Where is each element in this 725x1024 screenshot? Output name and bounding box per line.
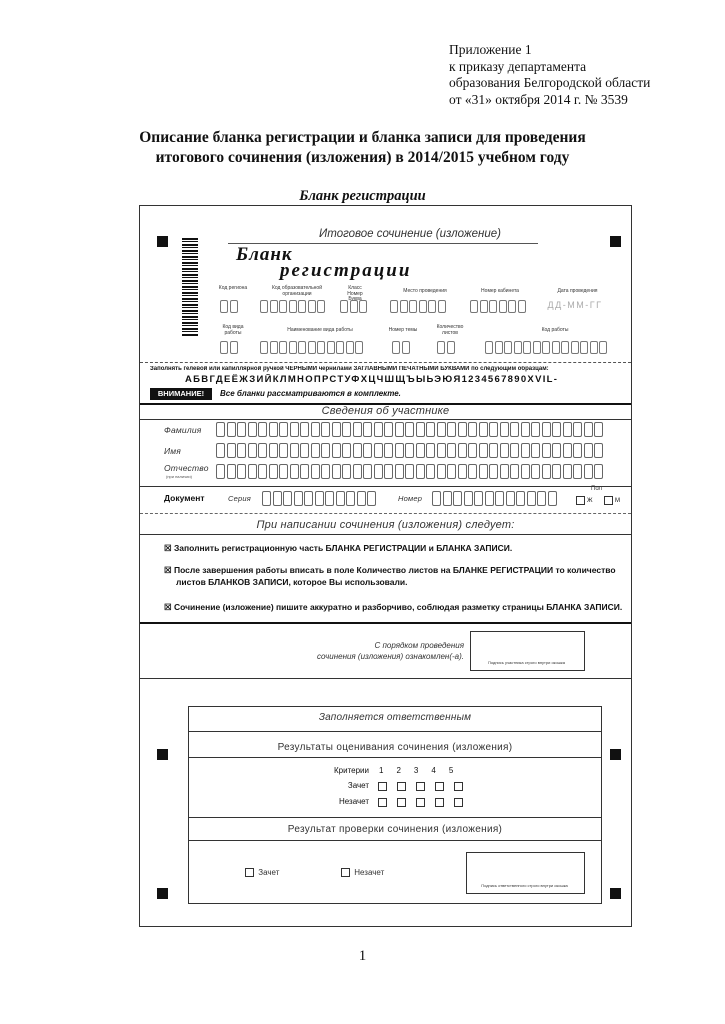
fail-checkbox-2[interactable] bbox=[397, 798, 406, 807]
work-type-cells[interactable] bbox=[220, 341, 238, 354]
participant-header: Сведения об участнике bbox=[321, 405, 450, 417]
work-name-cells[interactable] bbox=[260, 341, 363, 354]
topic-cells[interactable] bbox=[392, 341, 410, 354]
dashed-separator-2 bbox=[140, 513, 631, 514]
number-cells[interactable] bbox=[432, 491, 557, 506]
attention-badge: ВНИМАНИЕ! bbox=[150, 388, 212, 400]
label-patronymic-note: (при наличии) bbox=[166, 474, 192, 479]
fail-checkbox-3[interactable] bbox=[416, 798, 425, 807]
appendix-line3: образования Белгородской области bbox=[449, 75, 651, 90]
corner-marker-mr bbox=[610, 749, 621, 760]
rules-header: При написании сочинения (изложения) следует: bbox=[256, 519, 515, 531]
label-room: Номер кабинета bbox=[481, 288, 519, 294]
label-work-code: Код работы bbox=[541, 327, 569, 333]
check-header: Результат проверки сочинения (изложения) bbox=[287, 824, 503, 835]
corner-marker-ml bbox=[157, 749, 168, 760]
label-date: Дата проведения bbox=[557, 288, 598, 294]
pass-checkboxes[interactable] bbox=[378, 782, 463, 791]
label-org: Код образовательной организации bbox=[271, 285, 323, 297]
appendix-line2: к приказу департамента bbox=[449, 58, 587, 74]
rule-2a-text: После завершения работы вписать в поле Количество листов на БЛАНКЕ РЕГИСТРАЦИИ то количество bbox=[173, 565, 616, 575]
date-field[interactable]: ДД-ММ-ГГ bbox=[547, 300, 603, 310]
label-number: Номер bbox=[398, 494, 423, 503]
fail-checkbox-5[interactable] bbox=[454, 798, 463, 807]
label-class: Класс Номер Буква bbox=[347, 285, 363, 302]
result-pass-checkbox[interactable] bbox=[245, 868, 254, 877]
pass-checkbox-4[interactable] bbox=[435, 782, 444, 791]
form-subtitle: Бланк регистрации bbox=[299, 188, 426, 204]
patronymic-cells[interactable] bbox=[216, 464, 603, 479]
corner-marker-br bbox=[610, 888, 621, 899]
pass-label: Зачет bbox=[347, 781, 369, 790]
criterion-2: 2 bbox=[396, 766, 401, 775]
blank-word1: Бланк bbox=[236, 244, 293, 265]
gender-m-checkbox[interactable] bbox=[604, 496, 613, 505]
gender-f-checkbox[interactable] bbox=[576, 496, 585, 505]
sheets-cells[interactable] bbox=[437, 341, 455, 354]
work-code-cells[interactable] bbox=[485, 341, 607, 354]
responsible-line-3 bbox=[189, 817, 601, 818]
label-gender: Пол bbox=[591, 486, 603, 492]
document-title bbox=[60, 128, 665, 168]
results-header: Результаты оценивания сочинения (изложения) bbox=[277, 742, 513, 753]
form-header: Итоговое сочинение (изложение) bbox=[319, 228, 501, 240]
label-patronymic: Отчество bbox=[164, 463, 209, 473]
title-line2: итогового сочинения (изложения) в 2014/2015 учебном году bbox=[155, 149, 570, 166]
result-fail-option[interactable] bbox=[341, 868, 384, 877]
gender-f-label: Ж bbox=[587, 498, 593, 505]
rule-1-check-icon: ☒ bbox=[164, 543, 174, 553]
name-cells[interactable] bbox=[216, 443, 603, 458]
class-cells[interactable] bbox=[340, 300, 367, 313]
label-document: Документ bbox=[164, 493, 205, 503]
rule-2b: листов БЛАНКОВ ЗАПИСИ, которое Вы использовали. bbox=[176, 577, 408, 587]
corner-marker-tl bbox=[157, 236, 168, 247]
fail-label: Незачет bbox=[338, 797, 369, 806]
result-fail-label: Незачет bbox=[354, 868, 385, 877]
ack-line2: сочинения (изложения) ознакомлен(-а). bbox=[317, 652, 464, 661]
responsible-header: Заполняется ответственным bbox=[318, 712, 472, 723]
fail-checkbox-1[interactable] bbox=[378, 798, 387, 807]
gender-f-option[interactable] bbox=[576, 496, 593, 505]
rule-3-text: Сочинение (изложение) пишите аккуратно и разборчиво, соблюдая разметку страницы БЛАНКА ЗАПИСИ. bbox=[173, 602, 623, 612]
corner-marker-tr bbox=[610, 236, 621, 247]
criterion-3: 3 bbox=[413, 766, 419, 775]
registration-form bbox=[139, 205, 632, 927]
rule-2a bbox=[164, 565, 616, 576]
rule-3 bbox=[164, 602, 622, 613]
participant-signature-box[interactable] bbox=[470, 631, 585, 671]
label-region: Код региона bbox=[218, 285, 248, 291]
gender-m-label: М bbox=[615, 498, 620, 505]
fail-checkboxes[interactable] bbox=[378, 798, 463, 807]
document-separator bbox=[140, 486, 631, 487]
responsible-line-4 bbox=[189, 840, 601, 841]
criteria-numbers bbox=[379, 766, 453, 775]
responsible-sign-caption: Подпись ответственного строго внутри окошка bbox=[481, 883, 568, 888]
participant-header-line bbox=[140, 419, 631, 420]
appendix-block bbox=[449, 42, 650, 108]
gender-m-option[interactable] bbox=[604, 496, 620, 505]
rules-header-line bbox=[140, 534, 631, 535]
surname-cells[interactable] bbox=[216, 422, 603, 437]
corner-marker-bl bbox=[157, 888, 168, 899]
place-cells[interactable] bbox=[390, 300, 446, 313]
dashed-separator bbox=[140, 362, 631, 363]
result-pass-label: Зачет bbox=[258, 868, 280, 877]
ack-bottom-line bbox=[140, 678, 631, 679]
result-pass-option[interactable] bbox=[245, 868, 279, 877]
page-number: 1 bbox=[358, 948, 367, 964]
criterion-1: 1 bbox=[379, 766, 384, 775]
label-place: Место проведения bbox=[403, 288, 447, 294]
label-surname: Фамилия bbox=[164, 425, 202, 435]
acknowledgement bbox=[290, 640, 464, 662]
barcode bbox=[182, 238, 198, 336]
responsible-section bbox=[188, 706, 602, 904]
criteria-label: Критерии bbox=[334, 766, 369, 775]
blank-word2: регистрации bbox=[280, 260, 412, 281]
criterion-4: 4 bbox=[431, 766, 436, 775]
label-topic: Номер темы bbox=[388, 327, 418, 333]
label-name: Имя bbox=[164, 446, 182, 456]
label-work-name: Наименование вида работы bbox=[287, 327, 353, 333]
label-sheets: Количество листов bbox=[436, 324, 464, 336]
fail-checkbox-4[interactable] bbox=[435, 798, 444, 807]
rule-2-check-icon: ☒ bbox=[164, 565, 174, 575]
sample-characters: АБВГДЕЁЖЗИЙКЛМНОПРСТУФХЦЧШЩЪЫЬЭЮЯ1234567890XVIL- bbox=[185, 374, 559, 385]
title-line1: Описание бланка регистрации и бланка записи для проведения bbox=[139, 129, 586, 146]
appendix-line4: от «31» октября 2014 г. № 3539 bbox=[449, 91, 628, 107]
pass-checkbox-3[interactable] bbox=[416, 782, 425, 791]
result-fail-checkbox[interactable] bbox=[341, 868, 350, 877]
rule-3-check-icon: ☒ bbox=[164, 602, 174, 612]
instruction-text: Заполнять гелевой или капиллярной ручкой ЧЕРНЫМИ чернилами ЗАГЛАВНЫМИ ПЕЧАТНЫМИ БУКВАМИ по следующим образцам: bbox=[150, 366, 549, 372]
thick-separator-2 bbox=[140, 622, 631, 624]
attention-text: Все бланки рассматриваются в комплекте. bbox=[220, 389, 401, 398]
series-cells[interactable] bbox=[262, 491, 376, 506]
rule-1-text: Заполнить регистрационную часть БЛАНКА РЕГИСТРАЦИИ и БЛАНКА ЗАПИСИ. bbox=[173, 543, 513, 553]
criterion-5: 5 bbox=[448, 766, 454, 775]
participant-sign-caption: Подпись участника строго внутри окошка bbox=[488, 660, 565, 665]
room-cells[interactable] bbox=[470, 300, 526, 313]
label-series: Серия bbox=[228, 494, 251, 503]
pass-checkbox-2[interactable] bbox=[397, 782, 406, 791]
pass-checkbox-5[interactable] bbox=[454, 782, 463, 791]
region-cells[interactable] bbox=[220, 300, 238, 313]
ack-line1: С порядком проведения bbox=[374, 641, 464, 650]
rule-1 bbox=[164, 543, 512, 554]
org-cells[interactable] bbox=[260, 300, 325, 313]
responsible-line-1 bbox=[189, 731, 601, 732]
responsible-line-2 bbox=[189, 757, 601, 758]
appendix-line1: Приложение 1 bbox=[449, 42, 532, 57]
pass-checkbox-1[interactable] bbox=[378, 782, 387, 791]
label-work-type: Код вида работы bbox=[222, 324, 244, 336]
